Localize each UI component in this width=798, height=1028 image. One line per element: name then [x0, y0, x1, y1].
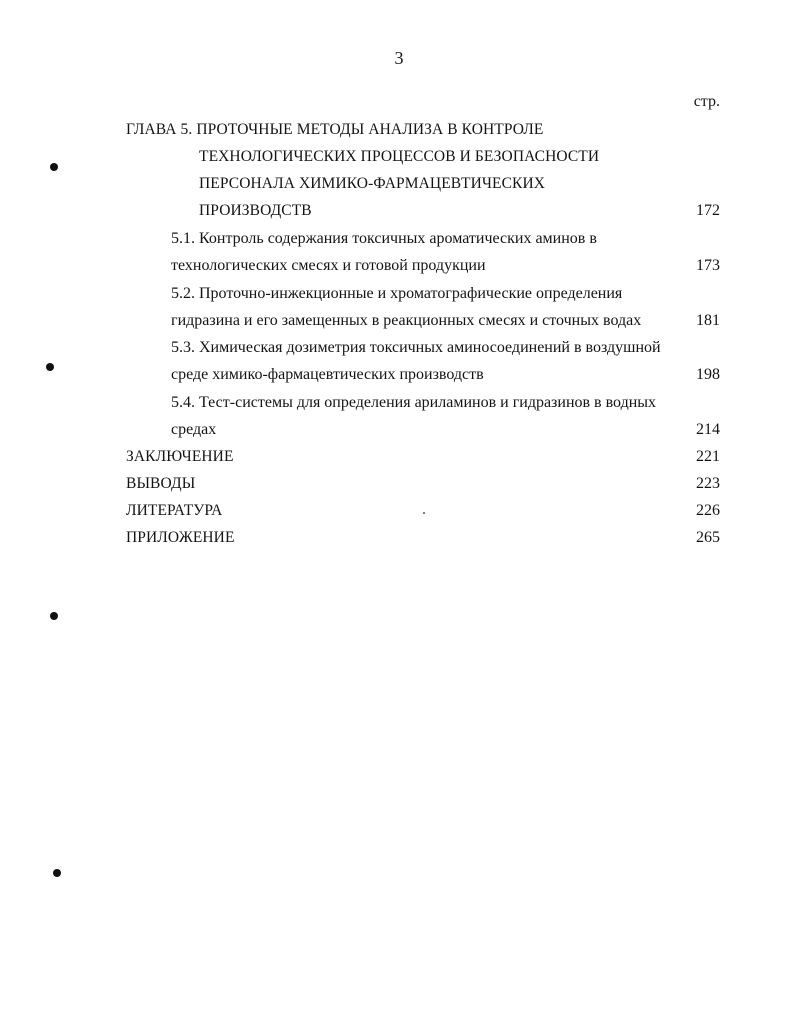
- toc-item-label: ЗАКЛЮЧЕНИЕ: [126, 448, 234, 465]
- section-title-line: технологических смесях и готовой продукции: [171, 257, 486, 274]
- binder-hole-mark: [53, 869, 61, 877]
- binder-hole-mark: [50, 163, 58, 171]
- section-title-line: гидразина и его замещенных в реакционных смесях и сточных водах: [171, 312, 642, 329]
- section-title-line: среде химико-фармацевтических производств: [171, 366, 484, 383]
- toc-page-number: 221: [696, 448, 720, 465]
- section-title-line: 5.2. Проточно-инжекционные и хроматографические определения: [171, 285, 623, 302]
- binder-hole-mark: [46, 363, 54, 371]
- chapter-title-line: ГЛАВА 5. ПРОТОЧНЫЕ МЕТОДЫ АНАЛИЗА В КОНТРОЛЕ: [126, 121, 544, 138]
- chapter-title-line: ТЕХНОЛОГИЧЕСКИХ ПРОЦЕССОВ И БЕЗОПАСНОСТИ: [199, 148, 600, 165]
- toc-page-number: 198: [696, 366, 720, 383]
- section-title-line: средах: [171, 421, 217, 438]
- scan-speck: [423, 512, 425, 514]
- page-number: 3: [394, 48, 404, 68]
- toc-page-number: 226: [696, 502, 720, 519]
- section-title-line: 5.1. Контроль содержания токсичных ароматических аминов в: [171, 230, 597, 247]
- toc-page-number: 181: [696, 312, 720, 329]
- binder-hole-mark: [50, 612, 58, 620]
- toc-page-number: 214: [696, 421, 720, 438]
- toc-item-label: ЛИТЕРАТУРА: [126, 502, 223, 519]
- toc-page-number: 265: [696, 529, 720, 546]
- toc-page-number: 172: [696, 202, 720, 219]
- section-title-line: 5.4. Тест-системы для определения ариламинов и гидразинов в водных: [171, 394, 657, 411]
- toc-page-number: 223: [696, 475, 720, 492]
- toc-item-label: ПРИЛОЖЕНИЕ: [126, 529, 235, 546]
- toc-page-number: 173: [696, 257, 720, 274]
- page-column-label: стр.: [693, 93, 720, 110]
- section-title-line: 5.3. Химическая дозиметрия токсичных аминосоединений в воздушной: [171, 339, 661, 356]
- chapter-title-line: ПРОИЗВОДСТВ: [199, 202, 312, 219]
- chapter-title-line: ПЕРСОНАЛА ХИМИКО-ФАРМАЦЕВТИЧЕСКИХ: [199, 175, 546, 192]
- toc-item-label: ВЫВОДЫ: [126, 475, 196, 492]
